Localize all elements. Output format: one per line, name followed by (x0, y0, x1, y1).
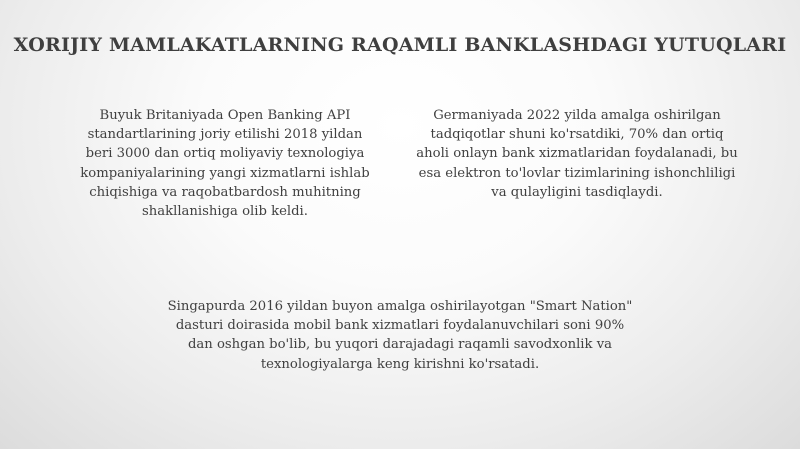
paragraph-uk-open-banking: Buyuk Britaniyada Open Banking API standartlarining joriy etilishi 2018 yildan beri 3000 dan ortiq moliyaviy texnologiya kompaniyalarining yangi xizmatlarni ishlab chiqishiga va raqobatbardosh muhitning shakllanishiga olib keldi. (80, 108, 370, 220)
slide-title: XORIJIY MAMLAKATLARNING RAQAMLI BANKLASHDAGI YUTUQLARI (13, 34, 787, 56)
paragraph-singapore-smart-nation: Singapurda 2016 yildan buyon amalga oshirilayotgan "Smart Nation" dasturi doirasida mobil bank xizmatlari foydalanuvchilari soni 90% dan oshgan bo'lib, bu yuqori darajadagi raqamli savodxonlik va texnologiyalarga keng kirishni ko'rsatadi. (167, 299, 633, 372)
paragraph-germany-online-banking: Germaniyada 2022 yilda amalga oshirilgan tadqiqotlar shuni ko'rsatdiki, 70% dan ortiq aholi onlayn bank xizmatlaridan foydalanadi, bu esa elektron to'lovlar tizimlarining ishonchliligi va qulayligini tasdiqlaydi. (416, 108, 738, 200)
